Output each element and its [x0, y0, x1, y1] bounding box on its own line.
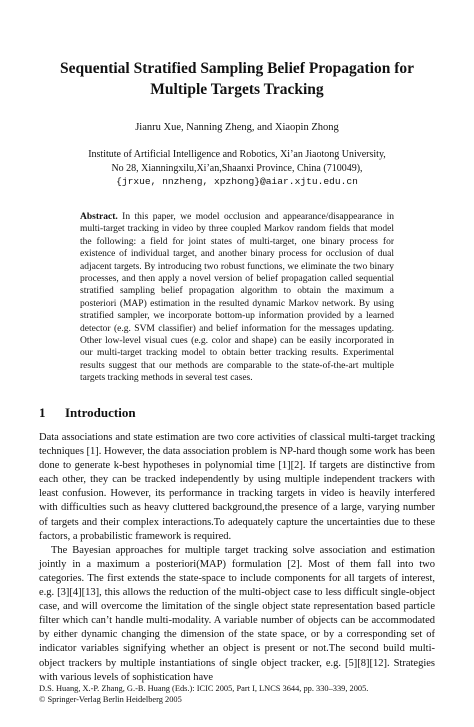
paragraph-2: The Bayesian approaches for multiple target tracking solve association and estimation jointly in a maximum a posteriori(MAP) formulation [2]. Most of them fall into two categories. The first extends the state-space to include components for all targets of interest, e.g. [3][4][13], this allows the reduction of the multi-object case to less difficult single-object case, and will overcome the limitation of the single object state representation based particle filter which can’t handle multi-modality. A variable number of objects can be accommodated by either dynamic changing the dimension of the state space, or by a corresponding set of indicator variables signifying whether an object is present or not.The second build multi-object trackers by multiple instantiations of single object tracker, e.g. [5][8][12]. Strategies with various levels of sophistication have	[39, 544, 435, 683]
footer-citation: D.S. Huang, X.-P. Zhang, G.-B. Huang (Eds.): ICIC 2005, Part I, LNCS 3644, pp. 330–339, 2005.	[39, 684, 369, 693]
section-title: Introduction	[65, 405, 136, 420]
affiliation-line-2: No 28, Xianningxilu,Xi’an,Shaanxi Province, China (710049),	[111, 162, 363, 174]
section-heading-introduction	[39, 405, 136, 421]
footer-copyright: © Springer-Verlag Berlin Heidelberg 2005	[39, 695, 182, 704]
abstract	[80, 211, 394, 385]
author-list: Jianru Xue, Nanning Zheng, and Xiaopin Zhong	[135, 122, 339, 133]
page-footer	[39, 683, 435, 705]
paper-title	[40, 58, 434, 100]
affiliation-line-1: Institute of Artificial Intelligence and Robotics, Xi’an Jiaotong University,	[88, 149, 386, 160]
title-line-2: Multiple Targets Tracking	[150, 81, 324, 98]
abstract-text: In this paper, we model occlusion and appearance/disappearance in multi-target tracking in video by three coupled Markov random fields that model the following: a field for joint states of multi-target, one binary process for existence of individual target, and another binary process for occlusion of dual adjacent targets. By introducing two robust functions, we eliminate the two binary processes, and then apply a novel version of belief propagation called sequential stratified sampling belief propagation algorithm to obtain the maximum a posteriori (MAP) estimation in the resulted dynamic Markov network. By using stratified sampler, we incorporate bottom-up information provided by a learned detector (e.g. SVM classifier) and belief information for the messages updating. Other low-level visual cues (e.g. color and shape) can be easily incorporated in our multi-target tracking model to obtain better tracking results. Experimental results suggest that our methods are comparable to the state-of-the-art multiple targets tracking methods in several test cases.	[80, 212, 394, 384]
introduction-body	[39, 431, 435, 685]
section-number: 1	[39, 405, 46, 420]
abstract-label: Abstract.	[80, 212, 118, 222]
title-line-1: Sequential Stratified Sampling Belief Propagation for	[59, 60, 415, 77]
author-emails: {jrxue, nnzheng, xpzhong}@aiar.xjtu.edu.cn	[116, 176, 358, 187]
paragraph-1: Data associations and state estimation are two core activities of classical multi-target tracking techniques [1]. However, the data association problem is NP-hard though some work has been done to generate k-best hypotheses in polynomial time [1][2]. If targets are distinctive from each other, they can be tracked independently by using multiple independent trackers with least confusion. However, its performance in tracking targets in video is heavily interfered with difficulties such as heavy cluttered background,the presence of a large, varying number of targets and their complex interactions.To adequately capture the uncertainties due to these factors, a probabilistic framework is required.	[39, 432, 435, 542]
affiliation	[40, 148, 434, 189]
